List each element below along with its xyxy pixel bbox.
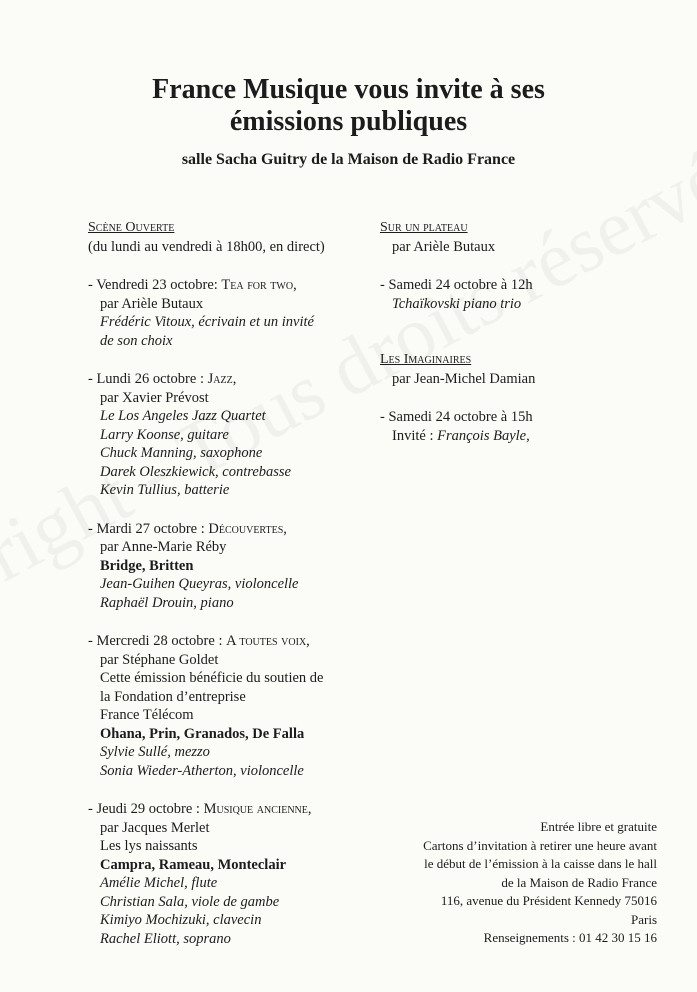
section-heading-scene-ouverte: Scène Ouverte (88, 220, 175, 235)
footer-line: le début de l’émission à la caisse dans le hall (424, 856, 657, 871)
left-column (88, 219, 368, 948)
section-heading-les-imaginaires: Les Imaginaires (380, 352, 472, 367)
schedule-note: (du lundi au vendredi à 18h00, en direct) (88, 238, 325, 255)
entry-performer: Chuck Manning, saxophone (100, 445, 263, 461)
entry-performer: Larry Koonse, guitare (100, 426, 229, 443)
entry-date: - Samedi 24 octobre à 12h (380, 277, 533, 293)
footer-contact: Renseignements : 01 42 30 15 16 (483, 930, 657, 945)
entry-performer: Raphaël Drouin, piano (100, 594, 234, 611)
program-entry-decouvertes (88, 520, 368, 613)
entry-note: la Fondation d’entreprise (100, 688, 246, 705)
entry-host: par Xavier Prévost (100, 389, 209, 406)
right-column (380, 219, 680, 445)
entry-performer: Jean-Guihen Queyras, violoncelle (100, 576, 299, 592)
footer-line: Entrée libre et gratuite (540, 819, 657, 834)
entry-host: par Stéphane Goldet (100, 651, 219, 668)
section-sur-un-plateau (380, 219, 680, 313)
entry-show: Jazz, (207, 371, 237, 387)
entry-host: par Anne-Marie Réby (100, 539, 227, 555)
entry-date: - Lundi 26 octobre : (88, 371, 208, 387)
entry-host: par Jacques Merlet (100, 819, 210, 836)
entry-host: par Arièle Butaux (100, 295, 204, 312)
entry-date: - Mercredi 28 octobre : (88, 633, 227, 649)
entry-performer: Kimiyo Mochizuki, clavecin (100, 912, 262, 928)
invite-label: Invité : (392, 427, 438, 444)
entry-guest: de son choix (100, 332, 173, 349)
entry-performer: Sonia Wieder-Atherton, violoncelle (100, 762, 304, 779)
section-les-imaginaires (380, 351, 680, 445)
entry-performer: Darek Oleszkiewick, contrebasse (100, 463, 291, 480)
entry-note: France Télécom (100, 707, 194, 723)
entry-ensemble: Les lys naissants (100, 838, 198, 854)
entry-date: - Samedi 24 octobre à 15h (380, 409, 533, 425)
entry-performer: Kevin Tullius, batterie (100, 482, 230, 498)
entry-host: par Arièle Butaux (392, 238, 496, 255)
entry-performer: Amélie Michel, flute (100, 875, 218, 891)
program-entry-a-toutes-voix (88, 632, 368, 780)
entry-program: Tchaïkovski piano trio (392, 295, 522, 312)
program-entry-jazz (88, 370, 368, 500)
entry-performer: Christian Sala, viole de gambe (100, 893, 280, 910)
entry-date: - Mardi 27 octobre : (88, 520, 209, 537)
section-heading-sur-un-plateau: Sur un plateau (380, 220, 468, 235)
entry-performer: Sylvie Sullé, mezzo (100, 744, 210, 760)
entry-show: A toutes voix, (226, 633, 310, 649)
entry-note: Cette émission bénéficie du soutien de (100, 670, 324, 686)
entry-date: - Vendredi 23 octobre: (88, 277, 222, 293)
title-line-1: France Musique vous invite à ses (152, 74, 545, 105)
entry-guest: Frédéric Vitoux, écrivain et un invité (100, 314, 314, 330)
entry-show: Tea for two, (221, 277, 297, 293)
title-line-2: émissions publiques (229, 106, 468, 137)
entry-composers: Campra, Rameau, Monteclair (100, 856, 287, 873)
entry-date: - Jeudi 29 octobre : (88, 801, 204, 817)
program-entry-musique-ancienne (88, 800, 368, 948)
entry-performer: Rachel Eliott, soprano (100, 930, 231, 947)
entry-show: Découvertes, (208, 520, 287, 537)
entry-performer: Le Los Angeles Jazz Quartet (100, 408, 266, 424)
entry-composers: Ohana, Prin, Granados, De Falla (100, 725, 305, 742)
footer-city: Paris (631, 911, 657, 927)
footer-line: de la Maison de Radio France (501, 874, 657, 890)
footer-line: Cartons d’invitation à retirer une heure avant (423, 837, 657, 853)
page-subtitle: salle Sacha Guitry de la Maison de Radio France (181, 151, 516, 168)
footer-address: 116, avenue du Président Kennedy 75016 (440, 893, 657, 908)
program-entry-tea-for-two (88, 276, 368, 350)
entry-host: par Jean-Michel Damian (392, 370, 536, 387)
entry-show: Musique ancienne, (203, 801, 312, 817)
entry-composers: Bridge, Britten (100, 557, 194, 574)
footer-info (357, 818, 657, 948)
page-title (0, 74, 697, 138)
invite-name: François Bayle, (437, 427, 530, 444)
